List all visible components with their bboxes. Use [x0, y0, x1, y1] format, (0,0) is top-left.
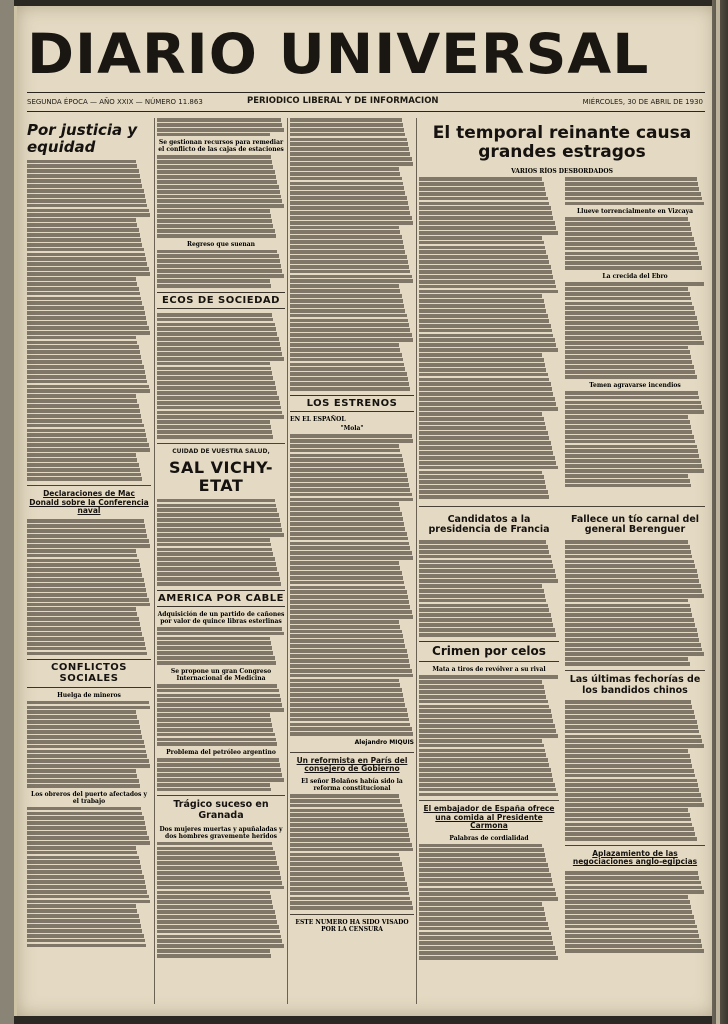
subhead-cordialidad: Palabras de cordialidad — [449, 834, 529, 842]
subhead-congreso: Se propone un gran Congreso Internacional de Medicina — [170, 667, 272, 682]
divider — [157, 795, 285, 796]
article-text — [290, 118, 414, 391]
column-3 — [290, 118, 414, 1004]
divider — [27, 485, 151, 486]
article-text — [157, 758, 285, 791]
divider — [419, 506, 705, 507]
article-text — [157, 842, 285, 958]
column-divider — [287, 118, 288, 1004]
headline-mac-donald: Declaraciones de Mac Donald sobre la Conferencia naval — [29, 489, 149, 516]
subhead-huelga: Huelga de mineros — [57, 691, 121, 699]
masthead-rule — [27, 92, 705, 93]
subhead-cajas: Se gestionan recursos para remediar el conflicto de las cajas de estaciones — [158, 139, 284, 154]
newspaper-page — [14, 6, 715, 1016]
headline-america: AMERICA POR CABLE — [157, 590, 285, 607]
subhead-ebro: La crecida del Ebro — [602, 273, 668, 281]
subhead-petroleo: Problema del petróleo argentino — [166, 749, 276, 757]
headline-estrenos: LOS ESTRENOS — [290, 395, 414, 412]
column-2 — [157, 118, 285, 1004]
column-divider — [154, 118, 155, 1004]
header-bottom-rule — [27, 111, 705, 112]
article-text — [27, 160, 151, 482]
byline-miquis: Alejandro MIQUIS — [354, 739, 414, 747]
article-text — [419, 177, 559, 499]
article-text — [157, 250, 285, 288]
censorship-note: ESTE NUMERO HA SIDO VISADO POR LA CENSURA — [295, 919, 409, 934]
divider — [565, 670, 705, 671]
ad-caption: CUIDAD DE VUESTRA SALUD, — [172, 447, 270, 455]
date-line: MIÉRCOLES, 30 DE ABRIL DE 1930 — [582, 98, 703, 106]
subhead-bolanos: El señor Bolaños había sido la reforma constitucional — [301, 777, 403, 792]
column-1 — [27, 118, 151, 1004]
article-text — [565, 700, 705, 841]
article-text — [27, 519, 151, 655]
ad-vichy: SAL VICHY-ETAT — [168, 457, 273, 495]
divider — [290, 914, 414, 915]
article-text — [565, 177, 705, 205]
subhead-rival: Mata a tiros de revólver a su rival — [432, 666, 546, 674]
article-text — [565, 391, 705, 488]
article-text — [419, 675, 559, 796]
article-text — [565, 282, 705, 379]
subhead-vizcaya: Llueve torrencialmente en Vizcaya — [576, 208, 694, 216]
subhead-incendios: Temen agravarse incendios — [589, 381, 681, 389]
headline-granada: Trágico suceso en Granada — [173, 799, 269, 822]
article-text — [419, 844, 559, 960]
headline-ecos: ECOS DE SOCIEDAD — [157, 292, 285, 309]
article-text — [157, 155, 285, 237]
divider — [419, 800, 559, 801]
tagline: PERIODICO LIBERAL Y DE INFORMACION — [247, 96, 439, 106]
article-text — [27, 807, 151, 948]
column-4-5 — [419, 118, 705, 1004]
article-text — [290, 794, 414, 910]
article-text — [419, 540, 559, 637]
article-text — [27, 701, 151, 788]
headline-crimen: Crimen por celos — [419, 641, 559, 662]
article-text — [565, 540, 705, 666]
subhead-granada: Dos mujeres muertas y apuñaladas y dos hombres gravemente heridos — [159, 825, 283, 840]
book-spine — [0, 0, 14, 1024]
column-divider — [416, 118, 417, 1004]
lead-subhead: VARIOS RÍOS DESBORDADOS — [511, 168, 613, 176]
headline-paris: Un reformista en París del consejero de Gobierno — [296, 756, 408, 774]
headline-francia: Candidatos a la presidencia de Francia — [428, 513, 550, 536]
divider — [290, 752, 414, 753]
article-text — [157, 499, 285, 586]
masthead — [27, 18, 705, 90]
headline-berenguer: Fallece un tío carnal del general Berenguer — [570, 513, 700, 536]
divider — [157, 443, 285, 444]
article-text — [565, 217, 705, 270]
masthead-title: DIARIO UNIVERSAL — [27, 22, 650, 86]
article-text — [157, 684, 285, 746]
headline-justicia: Por justicia y equidad — [27, 121, 138, 156]
page-edge — [712, 0, 728, 1024]
headline-embajador: El embajador de España ofrece una comida al Presidente Carmona — [423, 804, 555, 831]
subhead-regreso: Regreso que suenan — [186, 240, 256, 248]
lead-body — [419, 177, 705, 502]
article-text — [290, 434, 414, 736]
article-text — [157, 118, 285, 136]
headline-conflictos: CONFLICTOS SOCIALES — [27, 659, 151, 687]
article-text — [157, 627, 285, 665]
headline-anglo-egipcias: Aplazamiento de las negociaciones anglo-egipcias — [572, 849, 698, 867]
headline-bandidos: Las últimas fechorías de los bandidos chinos — [569, 674, 701, 696]
subhead-espanol: EN EL ESPAÑOL — [290, 415, 346, 423]
lead-headline: El temporal reinante causa grandes estragos — [432, 123, 692, 163]
subhead-mola: "Mola" — [340, 424, 364, 432]
subhead-obreros: Los obreros del puerto afectados y el trabajo — [30, 790, 148, 805]
divider — [565, 845, 705, 846]
edition-line: SEGUNDA ÉPOCA — AÑO XXIX — NÚMERO 11.863 — [27, 98, 203, 106]
lower-section — [419, 511, 705, 963]
subhead-canones: Adquisición de un partido de cañones por valor de quince libras esterlinas — [157, 610, 285, 625]
article-text — [157, 313, 285, 439]
article-text — [565, 871, 705, 953]
